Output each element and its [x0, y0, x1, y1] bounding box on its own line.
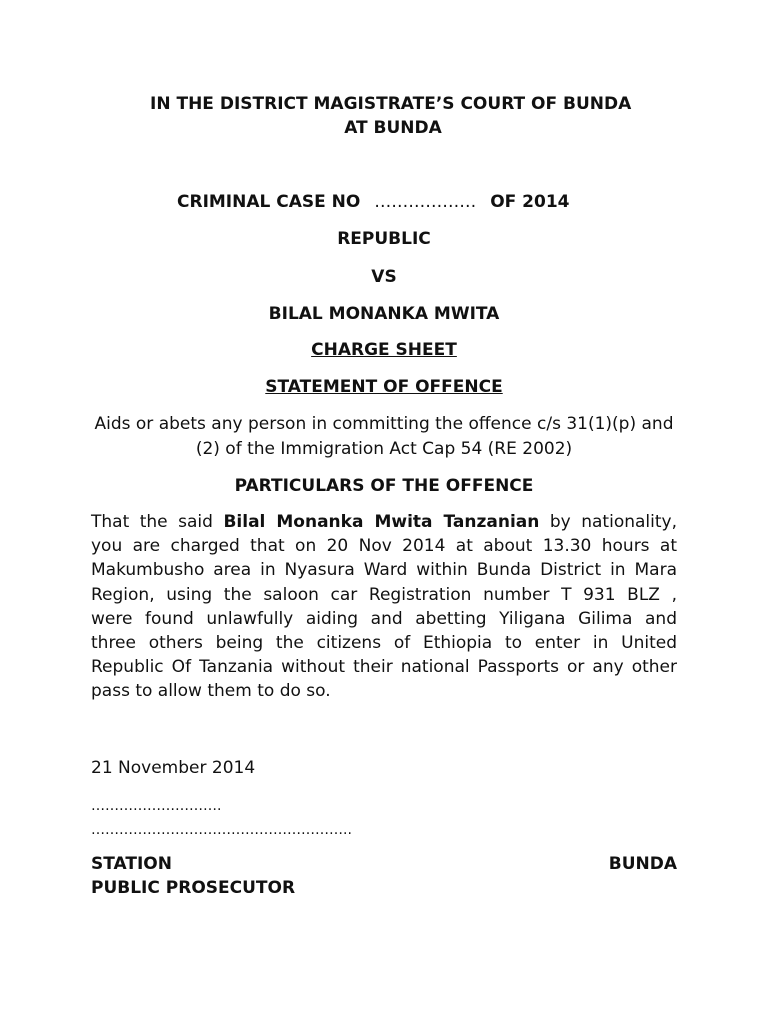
particulars-row-1 — [91, 510, 677, 534]
signature-dots-long: ……………………………………………….. — [91, 822, 352, 838]
document-date: 21 November 2014 — [91, 758, 256, 778]
particulars-row-1-post: by nationality, — [539, 512, 677, 532]
particulars-row-6: three others being the citizens of Ethiopia to enter in United — [91, 632, 677, 653]
court-location-heading: AT BUNDA — [344, 118, 442, 138]
particulars-row-4: Region, using the saloon car Registration number T 931 BLZ , — [91, 584, 677, 605]
plaintiff-name: REPUBLIC — [337, 229, 431, 249]
station-place: BUNDA — [608, 854, 677, 874]
versus-label: VS — [371, 267, 397, 287]
particulars-paragraph — [91, 510, 677, 704]
signature-dots-short: ………………………. — [91, 798, 222, 814]
case-number-placeholder: ……………… — [374, 192, 477, 212]
particulars-heading: PARTICULARS OF THE OFFENCE — [234, 476, 534, 496]
statement-heading: STATEMENT OF OFFENCE — [265, 377, 503, 397]
particulars-row-5: were found unlawfully aiding and abetting Yiligana Gilima and — [91, 608, 677, 629]
charge-sheet-title: CHARGE SHEET — [311, 340, 457, 360]
station-label: STATION — [91, 854, 172, 874]
particulars-row-1-pre: That the said — [91, 512, 224, 532]
accused-full-name: Bilal Monanka Mwita Tanzanian — [223, 512, 540, 532]
signatory-title: PUBLIC PROSECUTOR — [91, 878, 296, 898]
case-label: CRIMINAL CASE NO — [177, 192, 361, 212]
station-row — [91, 852, 677, 876]
particulars-row-3: Makumbusho area in Nyasura Ward within Bunda District in Mara — [91, 560, 677, 581]
case-number-line — [177, 190, 570, 214]
accused-name: BILAL MONANKA MWITA — [268, 304, 500, 324]
particulars-row-7: Republic Of Tanzania without their national Passports or any other — [91, 657, 677, 678]
case-year: OF 2014 — [490, 192, 570, 212]
court-heading: IN THE DISTRICT MAGISTRATE’S COURT OF BUNDA — [150, 94, 632, 114]
particulars-row-8: pass to allow them to do so. — [91, 681, 331, 702]
statement-line-1: Aids or abets any person in committing the offence c/s 31(1)(p) and — [94, 414, 674, 434]
particulars-row-2: you are charged that on 20 Nov 2014 at about 13.30 hours at — [91, 536, 677, 557]
statement-line-2: (2) of the Immigration Act Cap 54 (RE 2002) — [195, 439, 573, 459]
